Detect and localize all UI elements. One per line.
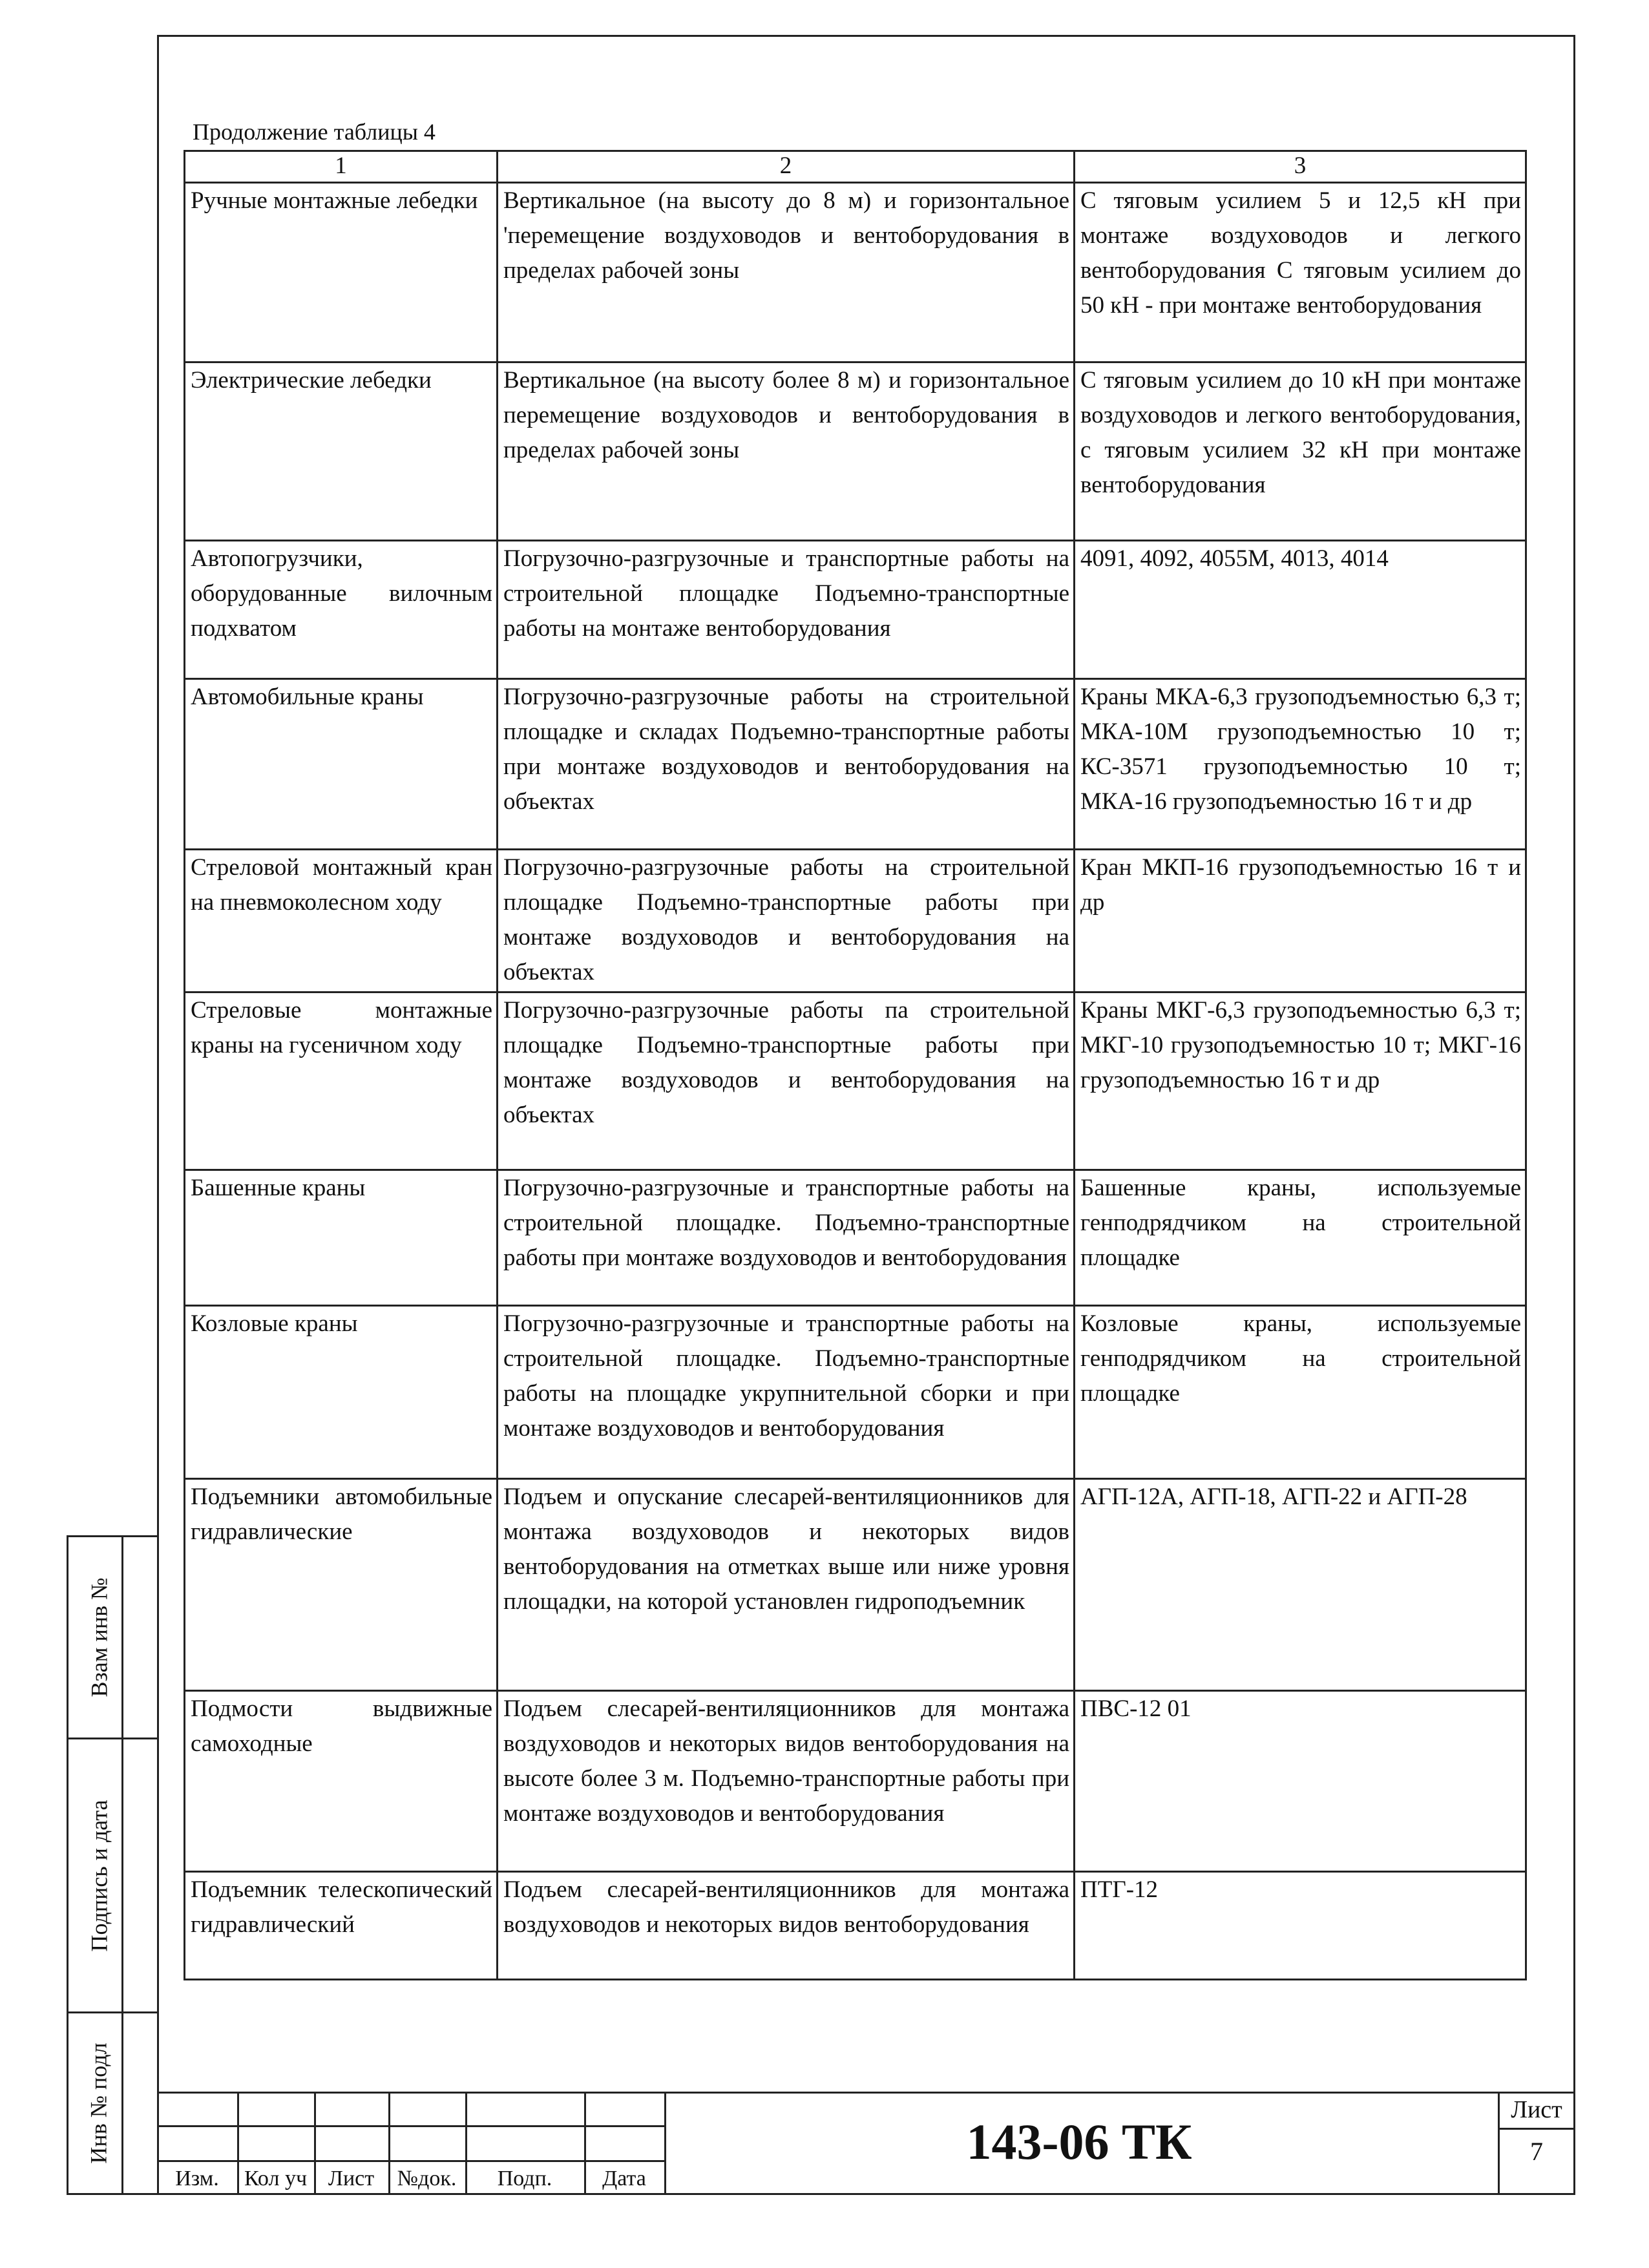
- table-row: [185, 1306, 1526, 1479]
- equipment-name-cell: Автомобильные краны: [185, 679, 498, 850]
- ndok-label: №док.: [397, 2167, 457, 2190]
- sheet-number: 7: [1530, 2137, 1543, 2166]
- podp-label: Подп.: [497, 2167, 552, 2190]
- purpose-cell: Вертикальное (на высоту более 8 м) и горизонтальное перемещение воздуховодов и вентоборудования в пределах рабочей зоны: [498, 362, 1075, 541]
- spec-cell: Башенные краны, используемые генподрядчиком на строительной площадке: [1075, 1170, 1526, 1306]
- side-stamp-signature: [67, 1738, 157, 2013]
- column-header: 3: [1075, 151, 1526, 183]
- spec-cell: С тяговым усилием 5 и 12,5 кН при монтаже воздуховодов и легкого вентоборудования С тяговым усилием до 50 кН - при монтаже вентоборудования: [1075, 183, 1526, 362]
- equipment-name-cell: Подъемник телескопический гидравлический: [185, 1872, 498, 1980]
- table-row: [185, 1691, 1526, 1872]
- table-row: [185, 1872, 1526, 1980]
- original-inventory-label: Инв № подл: [86, 2042, 112, 2164]
- equipment-name-cell: Подъемники автомобильные гидравлические: [185, 1479, 498, 1691]
- sheet-label: Лист: [1511, 2096, 1562, 2123]
- spec-cell: ПВС-12 01: [1075, 1691, 1526, 1872]
- purpose-cell: Погрузочно-разгрузочные работы па строительной площадке Подъемно-транспортные работы при монтаже воздуховодов и вентоборудования на объектах: [498, 992, 1075, 1170]
- spec-cell: С тяговым усилием до 10 кН при монтаже воздуховодов и легкого вентоборудования, с тяговым усилием 32 кН при монтаже вентоборудования: [1075, 362, 1526, 541]
- table-row: [185, 541, 1526, 679]
- purpose-cell: Вертикальное (на высоту до 8 м) и горизонтальное 'перемещение воздуховодов и вентоборудования в пределах рабочей зоны: [498, 183, 1075, 362]
- equipment-name-cell: Ручные монтажные лебедки: [185, 183, 498, 362]
- purpose-cell: Подъем слесарей-вентиляционников для монтажа воздуховодов и некоторых видов вентоборудования: [498, 1872, 1075, 1980]
- table-row: [185, 850, 1526, 992]
- spec-cell: ПТГ-12: [1075, 1872, 1526, 1980]
- equipment-table: [184, 150, 1527, 1980]
- equipment-name-cell: Автопогрузчики, оборудованные вилочным подхватом: [185, 541, 498, 679]
- spec-cell: 4091, 4092, 4055М, 4013, 4014: [1075, 541, 1526, 679]
- side-stamp-replacement: [67, 1535, 157, 1739]
- spec-cell: Краны МКГ-6,3 грузоподъемностью 6,3 т; МКГ-10 грузоподъемностью 10 т; МКГ-16 грузоподъемностью 16 т и др: [1075, 992, 1526, 1170]
- data-label: Дата: [602, 2167, 646, 2190]
- column-header: 2: [498, 151, 1075, 183]
- replacement-inventory-label: Взам инв №: [86, 1577, 112, 1697]
- spec-cell: Краны МКА-6,3 грузоподъемностью 6,3 т; МКА-10М грузоподъемностью 10 т; КС-3571 грузоподъемностью 10 т; МКА-16 грузоподъемностью 16 т и др: [1075, 679, 1526, 850]
- equipment-name-cell: Подмости выдвижные самоходные: [185, 1691, 498, 1872]
- spec-cell: АГП-12А, АГП-18, АГП-22 и АГП-28: [1075, 1479, 1526, 1691]
- equipment-name-cell: Башенные краны: [185, 1170, 498, 1306]
- equipment-name-cell: Электрические лебедки: [185, 362, 498, 541]
- table-row: [185, 183, 1526, 362]
- purpose-cell: Подъем и опускание слесарей-вентиляционников для монтажа воздуховодов и некоторых видов вентоборудования на отметках выше или ниже уровня площадки, на которой установлен гидроподъемник: [498, 1479, 1075, 1691]
- purpose-cell: Погрузочно-разгрузочные и транспортные работы на строительной площадке. Подъемно-транспортные работы при монтаже воздуховодов и вентоборудования: [498, 1170, 1075, 1306]
- table-row: [185, 362, 1526, 541]
- signature-date-label: Подпись и дата: [86, 1800, 112, 1951]
- purpose-cell: Погрузочно-разгрузочные и транспортные работы на строительной площадке. Подъемно-транспортные работы на площадке укрупнительной сборки и при монтаже воздуховодов и вентоборудования: [498, 1306, 1075, 1479]
- kol-uch-label: Кол уч: [244, 2167, 308, 2190]
- equipment-name-cell: Стреловой монтажный кран на пневмоколесном ходу: [185, 850, 498, 992]
- column-header: 1: [185, 151, 498, 183]
- table-row: [185, 1170, 1526, 1306]
- izm-label: Изм.: [175, 2167, 219, 2190]
- list-label: Лист: [328, 2167, 375, 2190]
- equipment-name-cell: Стреловые монтажные краны на гусеничном ходу: [185, 992, 498, 1170]
- document-code: 143-06 ТК: [966, 2114, 1192, 2170]
- table-caption: Продолжение таблицы 4: [193, 119, 436, 145]
- table-row: [185, 992, 1526, 1170]
- table-row: [185, 1479, 1526, 1691]
- purpose-cell: Подъем слесарей-вентиляционников для монтажа воздуховодов и некоторых видов вентоборудования на высоте более 3 м. Подъемно-транспортные работы при монтаже воздуховодов и вентоборудования: [498, 1691, 1075, 1872]
- equipment-name-cell: Козловые краны: [185, 1306, 498, 1479]
- purpose-cell: Погрузочно-разгрузочные работы на строительной площадке Подъемно-транспортные работы при монтаже воздуховодов и вентоборудования на объектах: [498, 850, 1075, 992]
- table-header-row: [185, 151, 1526, 183]
- purpose-cell: Погрузочно-разгрузочные работы на строительной площадке и складах Подъемно-транспортные работы при монтаже воздуховодов и вентоборудования на объектах: [498, 679, 1075, 850]
- spec-cell: Козловые краны, используемые генподрядчиком на строительной площадке: [1075, 1306, 1526, 1479]
- purpose-cell: Погрузочно-разгрузочные и транспортные работы на строительной площадке Подъемно-транспортные работы на монтаже вентоборудования: [498, 541, 1075, 679]
- table-row: [185, 679, 1526, 850]
- spec-cell: Кран МКП-16 грузоподъемностью 16 т и др: [1075, 850, 1526, 992]
- side-stamp-inventory: [67, 2011, 157, 2195]
